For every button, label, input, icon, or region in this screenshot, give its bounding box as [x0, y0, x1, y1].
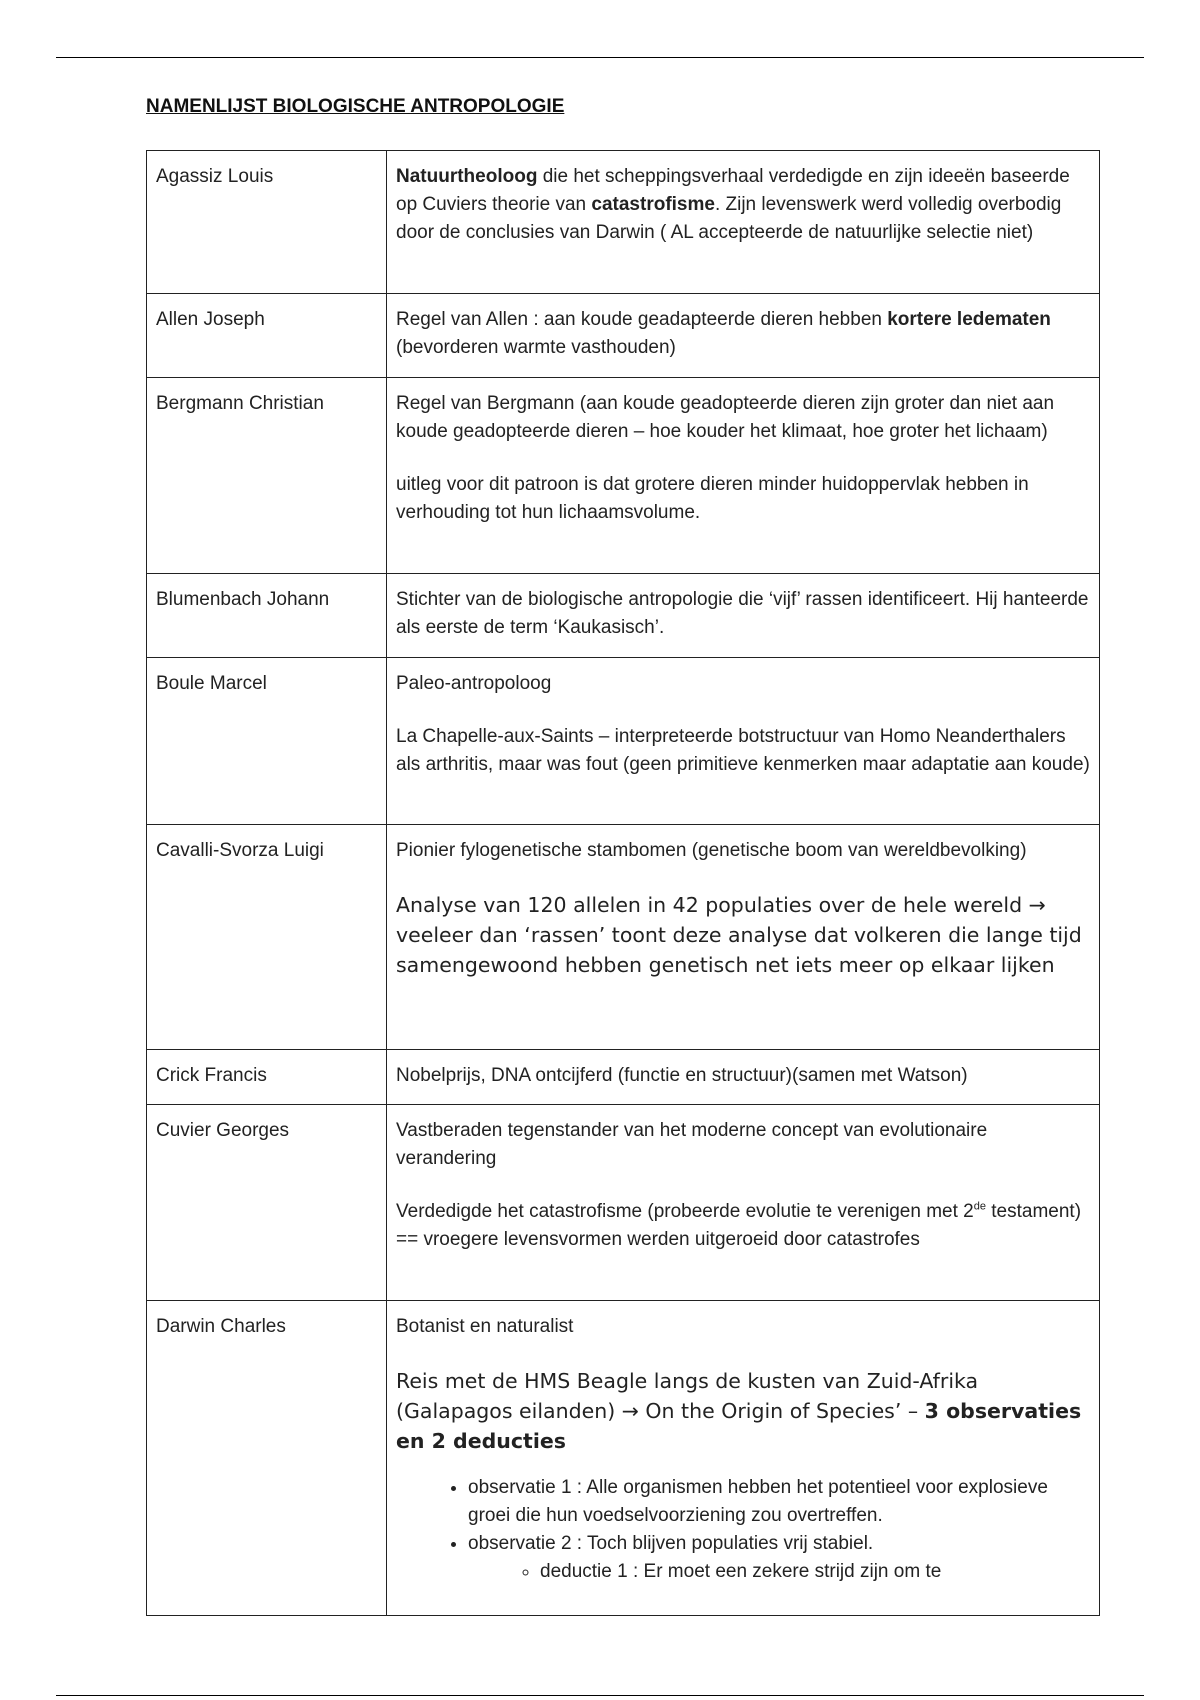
list-item-text: observatie 2 : Toch blijven populaties vrij stabiel. [468, 1533, 874, 1554]
name-cell [147, 574, 387, 658]
table-row [147, 378, 1100, 574]
bold-term: Natuurtheoloog [396, 166, 538, 187]
name-cell [147, 1301, 387, 1616]
name-table [146, 150, 1100, 1616]
name-cell [147, 658, 387, 825]
person-name: Cuvier Georges [156, 1120, 290, 1141]
table-row [147, 574, 1100, 658]
description-paragraph: Paleo-antropoloog [396, 673, 552, 694]
superscript: de [973, 1200, 986, 1213]
description-cell [387, 378, 1100, 574]
description-cell [387, 1301, 1100, 1616]
bold-term: catastrofisme [591, 194, 715, 215]
table-row [147, 825, 1100, 1050]
name-cell [147, 825, 387, 1050]
table-row [147, 1050, 1100, 1105]
description-cell [387, 1050, 1100, 1105]
table-row [147, 1301, 1100, 1616]
description-text: Reis met de HMS Beagle langs de kusten van Zuid-Afrika (Galapagos eilanden) → On the Origin of Species’ – [396, 1369, 979, 1423]
table-row [147, 658, 1100, 825]
description-text: Regel van Allen : aan koude geadapteerde dieren hebben [396, 309, 888, 330]
table-row [147, 151, 1100, 294]
name-cell [147, 151, 387, 294]
person-name: Crick Francis [156, 1065, 267, 1086]
name-cell [147, 1105, 387, 1301]
description-cell [387, 294, 1100, 378]
description-paragraph: Botanist en naturalist [396, 1316, 574, 1337]
description-paragraph: Pionier fylogenetische stambomen (genetische boom van wereldbevolking) [396, 840, 1027, 861]
description-cell [387, 151, 1100, 294]
description-cell [387, 658, 1100, 825]
list-item [468, 1530, 1090, 1586]
person-name: Darwin Charles [156, 1316, 286, 1337]
bold-term: kortere ledematen [887, 309, 1051, 330]
name-cell [147, 294, 387, 378]
description-paragraph: Regel van Bergmann (aan koude geadopteerde dieren zijn groter dan niet aan koude geadopteerde dieren – hoe kouder het klimaat, hoe groter het lichaam) [396, 393, 1055, 442]
person-name: Boule Marcel [156, 673, 267, 694]
description-text: Verdedigde het catastrofisme (probeerde evolutie te verenigen met 2 [396, 1201, 974, 1222]
description-paragraph [396, 1366, 1090, 1456]
description-text: (bevorderen warmte vasthouden) [396, 337, 676, 358]
name-cell [147, 1050, 387, 1105]
deduction-list [468, 1558, 1090, 1586]
description-paragraph [396, 306, 1090, 362]
description-text: . Zijn levenswerk werd volledig overbodig door de conclusies van Darwin ( AL accepteerde de natuurlijke selectie niet) [396, 194, 1062, 243]
bold-term: 3 observaties en 2 deducties [396, 1399, 1082, 1453]
person-name: Agassiz Louis [156, 166, 274, 187]
list-item: • observatie 1 : Alle organismen hebben het potentieel voor explosieve groei die hun voedselvoorziening zou overtreffen. [468, 1474, 1090, 1530]
description-paragraph: Stichter van de biologische antropologie die ‘vijf’ rassen identificeert. Hij hanteerde als eerste de term ‘Kaukasisch’. [396, 589, 1089, 638]
description-cell [387, 825, 1100, 1050]
description-paragraph: uitleg voor dit patroon is dat grotere dieren minder huidoppervlak hebben in verhouding tot hun lichaamsvolume. [396, 474, 1029, 523]
name-cell [147, 378, 387, 574]
person-name: Blumenbach Johann [156, 589, 330, 610]
header-rule [56, 57, 1144, 58]
description-text: die het scheppingsverhaal verdedigde en zijn ideeën baseerde op Cuviers theorie van [396, 166, 1070, 215]
person-name: Allen Joseph [156, 309, 265, 330]
page-title: NAMENLIJST BIOLOGISCHE ANTROPOLOGIE [146, 96, 565, 117]
person-name: Cavalli-Svorza Luigi [156, 840, 324, 861]
person-name: Bergmann Christian [156, 393, 324, 414]
table-row [147, 1105, 1100, 1301]
list-item: ◦ deductie 1 : Er moet een zekere strijd zijn om te [540, 1558, 1090, 1586]
description-paragraph [396, 163, 1090, 247]
description-cell [387, 1105, 1100, 1301]
description-text: testament) == vroegere levensvormen werden uitgeroeid door catastrofes [396, 1201, 1082, 1250]
description-paragraph: Analyse van 120 allelen in 42 populaties over de hele wereld → veeleer dan ‘rassen’ toont deze analyse dat volkeren die lange tijd samengewoond hebben genetisch net iets meer op elkaar lijken [396, 893, 1082, 977]
table-row [147, 294, 1100, 378]
description-paragraph: Nobelprijs, DNA ontcijferd (functie en structuur)(samen met Watson) [396, 1065, 968, 1086]
footer-rule [56, 1695, 1144, 1696]
description-cell [387, 574, 1100, 658]
observation-list [396, 1474, 1090, 1586]
description-paragraph: La Chapelle-aux-Saints – interpreteerde botstructuur van Homo Neanderthalers als arthritis, maar was fout (geen primitieve kenmerken maar adaptatie aan koude) [396, 726, 1090, 775]
description-paragraph: Vastberaden tegenstander van het moderne concept van evolutionaire verandering [396, 1120, 988, 1169]
description-paragraph [396, 1198, 1090, 1254]
